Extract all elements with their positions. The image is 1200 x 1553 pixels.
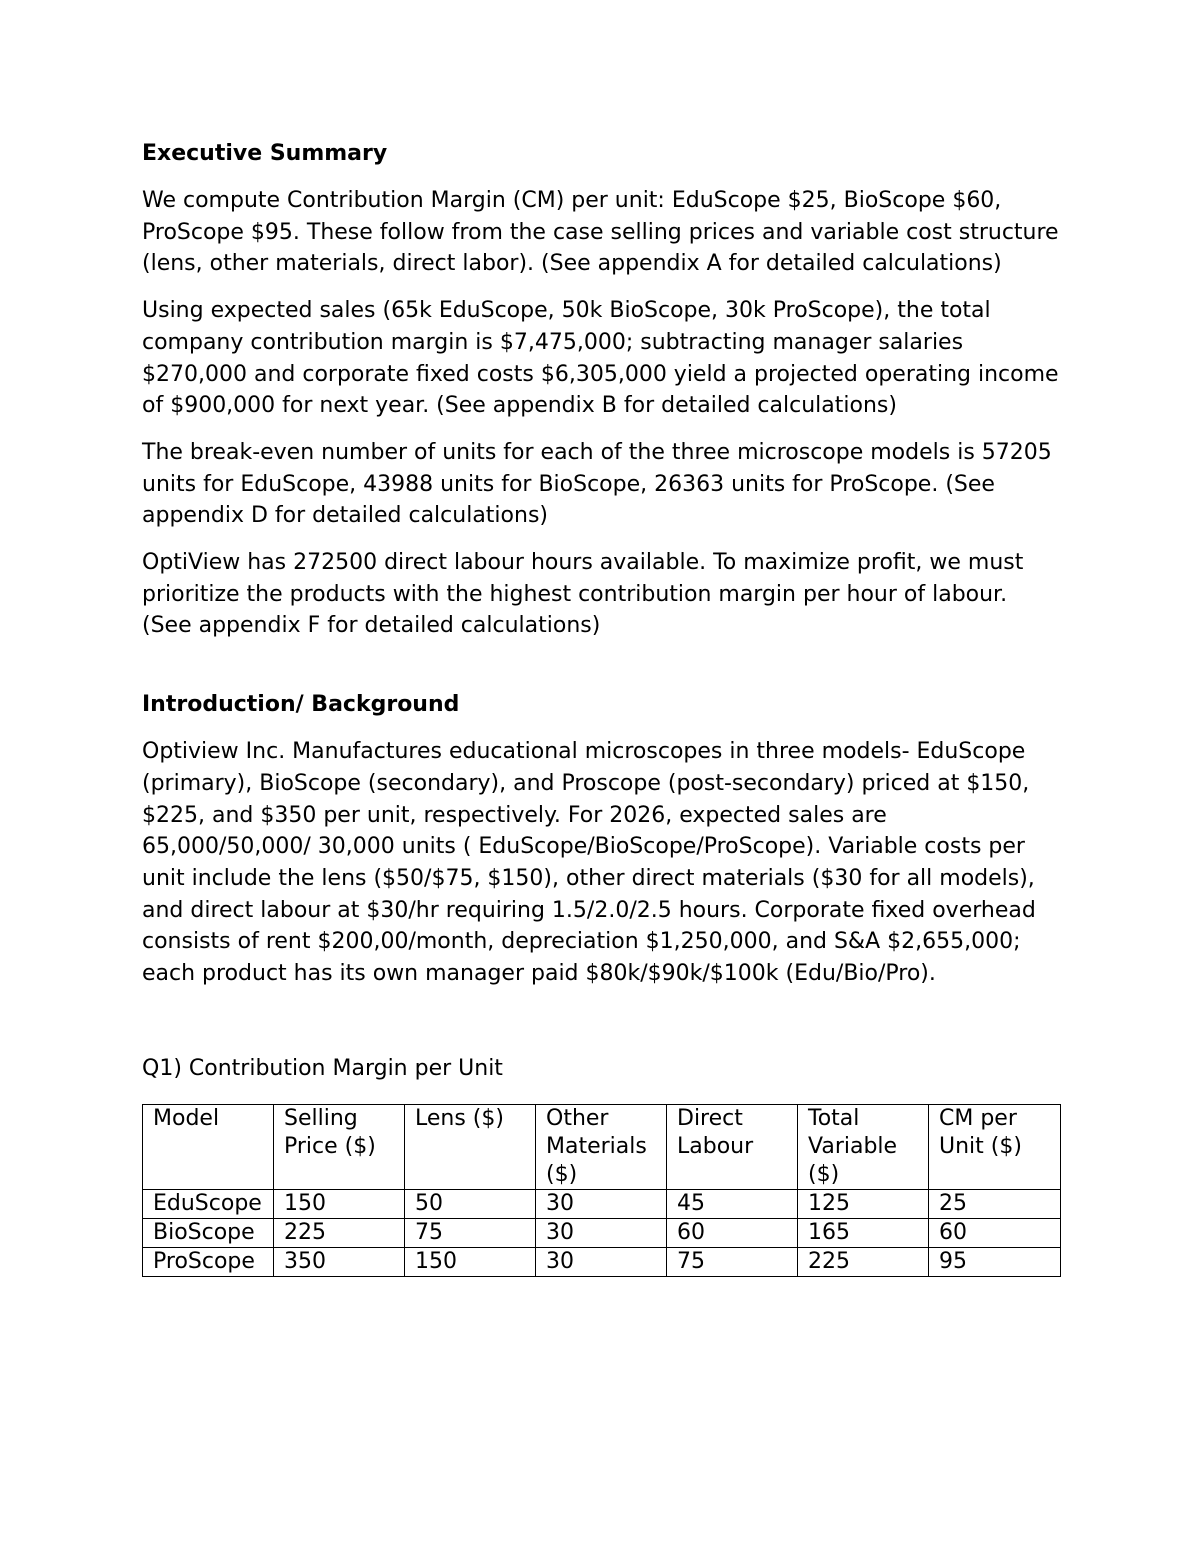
introduction-heading: Introduction/ Background (142, 692, 460, 718)
summary-paragraph-cm: We compute Contribution Margin (CM) per unit: EduScope $25, BioScope $60, ProScope $95. These follow from the case selling prices and variable cost structure (lens, other materials, direct labor). (See appendix A for detailed calculations) (142, 188, 1059, 277)
header-cell-other-materials: Other Materials ($) (536, 1104, 667, 1189)
cell-lens: 75 (405, 1218, 536, 1247)
cell-total-variable: 125 (798, 1189, 929, 1218)
table-row (143, 1189, 1061, 1218)
cell-direct-labour: 75 (667, 1247, 798, 1276)
summary-paragraph-break-even: The break-even number of units for each of the three microscope models is 57205 units for EduScope, 43988 units for BioScope, 26363 units for ProScope. (See appendix D for detailed calculations) (142, 439, 1052, 529)
cell-selling-price: 225 (274, 1218, 405, 1247)
cell-lens: 150 (405, 1247, 536, 1276)
table-header-row (143, 1104, 1061, 1189)
cell-selling-price: 350 (274, 1247, 405, 1276)
introduction-paragraph: Optiview Inc. Manufactures educational microscopes in three models- EduScope (primary), BioScope (secondary), and Proscope (post-secondary) priced at $150, $225, and $350 per unit, respectively. For 2026, expected sales are 65,000/50,000/ 30,000 units ( EduScope/BioScope/ProScope). Variable costs per unit include the lens ($50/$75, $150), other direct materials ($30 for all models), and direct labour at $30/hr requiring 1.5/2.0/2.5 hours. Corporate fixed overhead consists of rent $200,00/month, depreciation $1,250,000, and S&A $2,655,000; each product has its own manager paid $80k/$90k/$100k (Edu/Bio/Pro). (142, 739, 1036, 987)
cell-total-variable: 165 (798, 1218, 929, 1247)
executive-summary-heading: Executive Summary (142, 141, 388, 166)
cell-cm-per-unit: 60 (929, 1218, 1061, 1247)
cell-lens: 50 (405, 1189, 536, 1218)
section-spacer (142, 1005, 1062, 1053)
cell-other-materials: 30 (536, 1189, 667, 1218)
cell-total-variable: 225 (798, 1247, 929, 1276)
cell-cm-per-unit: 95 (929, 1247, 1061, 1276)
cell-direct-labour: 60 (667, 1218, 798, 1247)
header-cell-direct-labour: Direct Labour (667, 1104, 798, 1189)
cell-model: EduScope (143, 1189, 274, 1218)
header-cell-cm-per-unit: CM per Unit ($) (929, 1104, 1061, 1189)
header-cell-total-variable: Total Variable ($) (798, 1104, 929, 1189)
cell-model: BioScope (143, 1218, 274, 1247)
summary-paragraph-operating-income: Using expected sales (65k EduScope, 50k BioScope, 30k ProScope), the total company contribution margin is $7,475,000; subtracting manager salaries $270,000 and corporate fixed costs $6,305,000 yield a projected operating income of $900,000 for next year. (See appendix B for detailed calculations) (142, 298, 1059, 419)
cell-cm-per-unit: 25 (929, 1189, 1061, 1218)
cell-model: ProScope (143, 1247, 274, 1276)
table-row (143, 1247, 1061, 1276)
summary-paragraph-labour-hours: OptiView has 272500 direct labour hours available. To maximize profit, we must prioritize the products with the highest contribution margin per hour of labour. (See appendix F for detailed calculations) (142, 550, 1024, 639)
header-cell-model: Model (143, 1104, 274, 1189)
table-row (143, 1218, 1061, 1247)
section-spacer (142, 657, 1062, 689)
cell-selling-price: 150 (274, 1189, 405, 1218)
cell-direct-labour: 45 (667, 1189, 798, 1218)
cm-per-unit-table (142, 1104, 1061, 1277)
header-cell-lens: Lens ($) (405, 1104, 536, 1189)
document-page (142, 138, 1062, 1277)
cell-other-materials: 30 (536, 1218, 667, 1247)
header-cell-selling-price: Selling Price ($) (274, 1104, 405, 1189)
q1-caption: Q1) Contribution Margin per Unit (142, 1055, 503, 1081)
cell-other-materials: 30 (536, 1247, 667, 1276)
